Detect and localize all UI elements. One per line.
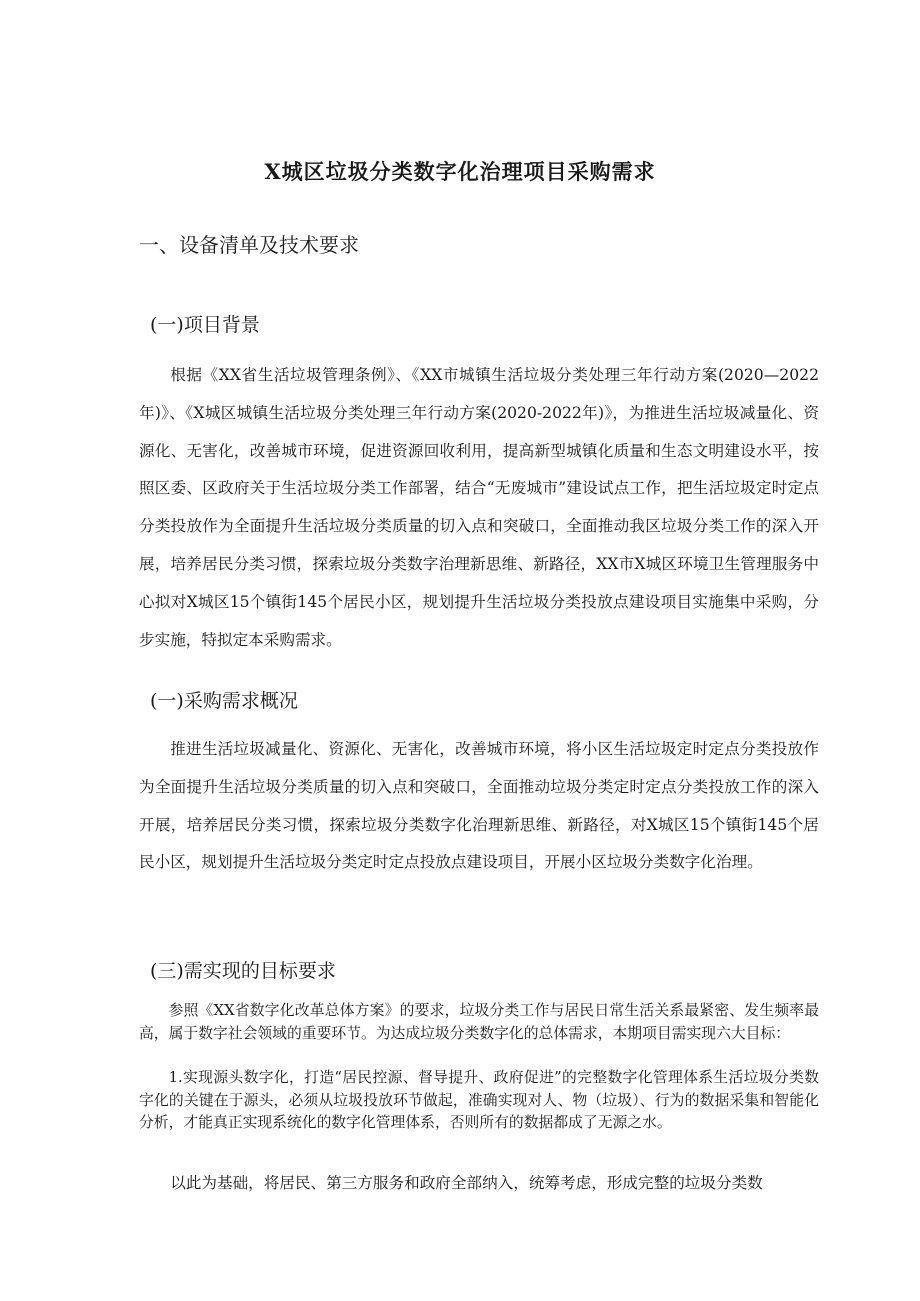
subsection-heading-overview: (一)采购需求概况 xyxy=(150,690,298,712)
subsection-heading-goals: (三)需实现的目标要求 xyxy=(150,960,336,982)
document-title: X城区垃圾分类数字化治理项目采购需求 xyxy=(264,159,656,184)
paragraph-overview: 推进生活垃圾减量化、资源化、无害化，改善城市环境，将小区生活垃圾定时定点分类投放作为全面提升生活垃圾分类质量的切入点和突破口，全面推动垃圾分类定时定点分类投放工作的深入开展，培养居民分类习惯，探索垃圾分类数字化治理新思维、新路径，对X城区15个镇街145个居民小区，规划提升生活垃圾分类定时定点投放点建设项目，开展小区垃圾分类数字化治理。 xyxy=(139,740,819,872)
paragraph-goal-1: 1.实现源头数字化，打造“居民控源、督导提升、政府促进”的完整数字化管理体系生活垃圾分类数字化的关键在于源头，必须从垃圾投放环节做起，准确实现对人、物（垃圾）、行为的数据采集和智能化分析，才能真正实现系统化的数字化管理体系，否则所有的数据都成了无源之水。 xyxy=(139,1069,819,1131)
paragraph-goals-intro: 参照《XX省数字化改革总体方案》的要求，垃圾分类工作与居民日常生活关系最紧密、发生频率最高，属于数字社会领域的重要环节。为达成垃圾分类数字化的总体需求，本期项目需实现六大目标： xyxy=(139,1002,819,1042)
paragraph-background: 根据《XX省生活垃圾管理条例》、《XX市城镇生活垃圾分类处理三年行动方案(2020—2022年)》、《X城区城镇生活垃圾分类处理三年行动方案(2020-2022年)》，为推进生活垃圾减量化、资源化、无害化，改善城市环境，促进资源回收利用，提高新型城镇化质量和生态文明建设水平，按照区委、区政府关于生活垃圾分类工作部署，结合“无废城市”建设试点工作，把生活垃圾定时定点分类投放作为全面提升生活垃圾分类质量的切入点和突破口，全面推动我区垃圾分类工作的深入开展，培养居民分类习惯，探索垃圾分类数字治理新思维、新路径，XX市X城区环境卫生管理服务中心拟对X城区15个镇街145个居民小区，规划提升生活垃圾分类投放点建设项目实施集中采购，分步实施，特拟定本采购需求。 xyxy=(139,366,819,649)
subsection-heading-background: (一)项目背景 xyxy=(150,314,260,336)
paragraph-goals-continued: 以此为基础，将居民、第三方服务和政府全部纳入，统筹考虑，形成完整的垃圾分类数 xyxy=(170,1174,763,1192)
section-heading-equipment: 一、设备清单及技术要求 xyxy=(139,233,359,257)
